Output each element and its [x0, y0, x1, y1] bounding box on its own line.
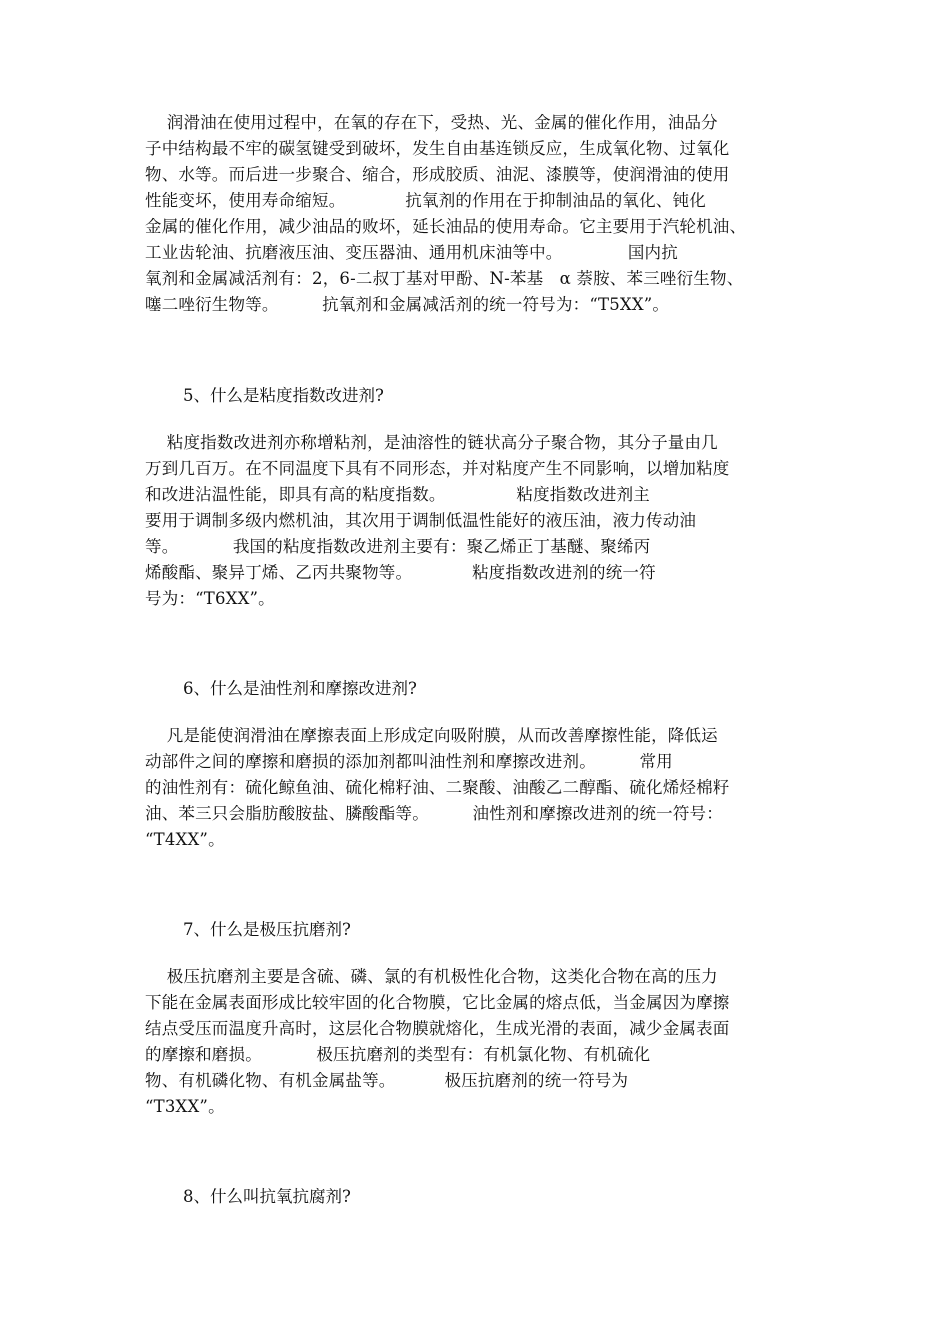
- text-line: 要用于调制多级内燃机油，其次用于调制低温性能好的液压油，液力传动油: [145, 511, 697, 530]
- text-line: 粘度指数改进剂亦称增粘剂，是油溶性的链状高分子聚合物，其分子量由几: [145, 433, 718, 452]
- text-line: 物、有机磷化物、有机金属盐等。 极压抗磨剂的统一符号为: [145, 1071, 629, 1090]
- section-heading: 7、什么是极压抗磨剂?: [183, 920, 351, 939]
- text-line: 极压抗磨剂主要是含硫、磷、氯的有机极性化合物，这类化合物在高的压力: [145, 967, 718, 986]
- text-line: 万到几百万。在不同温度下具有不同形态，并对粘度产生不同影响，以增加粘度: [145, 459, 730, 478]
- text-line: 烯酸酯、聚异丁烯、乙丙共聚物等。 粘度指数改进剂的统一符: [145, 563, 656, 582]
- text-line: 结点受压而温度升高时，这层化合物膜就熔化，生成光滑的表面，减少金属表面: [145, 1019, 730, 1038]
- text-line: 凡是能使润滑油在摩擦表面上形成定向吸附膜，从而改善摩擦性能，降低运: [145, 726, 718, 745]
- text-line: 性能变坏，使用寿命缩短。 抗氧剂的作用在于抑制油品的氧化、钝化: [145, 191, 706, 210]
- text-line: 和改进沾温性能，即具有高的粘度指数。 粘度指数改进剂主: [145, 485, 650, 504]
- text-line: 金属的催化作用，减少油品的败坏，延长油品的使用寿命。它主要用于汽轮机油、: [145, 217, 747, 236]
- text-line: 子中结构最不牢的碳氢键受到破坏，发生自由基连锁反应，生成氧化物、过氧化: [145, 139, 730, 158]
- section-heading: 5、什么是粘度指数改进剂?: [183, 386, 384, 405]
- text-line: 动部件之间的摩擦和磨损的添加剂都叫油性剂和摩擦改进剂。 常用: [145, 752, 673, 771]
- text-line: 等。 我国的粘度指数改进剂主要有：聚乙烯正丁基醚、聚𫄨丙: [145, 537, 651, 556]
- text-line: 润滑油在使用过程中，在氧的存在下，受热、光、金属的催化作用，油品分: [145, 113, 718, 132]
- section-heading: 6、什么是油性剂和摩擦改进剂?: [183, 679, 417, 698]
- text-line: 号为：“T6XX”。: [145, 589, 275, 608]
- text-line: “T3XX”。: [145, 1097, 225, 1116]
- text-line: 的油性剂有：硫化鲸鱼油、硫化棉籽油、二聚酸、油酸乙二醇酯、硫化烯烃棉籽: [145, 778, 730, 797]
- text-line: 油、苯三只会脂肪酸胺盐、膦酸酯等。 油性剂和摩擦改进剂的统一符号：: [145, 804, 723, 823]
- section-heading: 8、什么叫抗氧抗腐剂?: [183, 1187, 351, 1206]
- text-line: 的摩擦和磨损。 极压抗磨剂的类型有：有机氯化物、有机硫化: [145, 1045, 651, 1064]
- text-line: 氧剂和金属减活剂有：2，6-二叔丁基对甲酚、N-苯基 α 萘胺、苯三唑衍生物、: [145, 269, 744, 288]
- text-line: 物、水等。而后进一步聚合、缩合，形成胶质、油泥、漆膜等，使润滑油的使用: [145, 165, 730, 184]
- text-line: 噻二唑衍生物等。 抗氧剂和金属减活剂的统一符号为：“T5XX”。: [145, 295, 670, 314]
- text-line: 下能在金属表面形成比较牢固的化合物膜，它比金属的熔点低，当金属因为摩擦: [145, 993, 730, 1012]
- text-line: 工业齿轮油、抗磨液压油、变压器油、通用机床油等中。 国内抗: [145, 243, 678, 262]
- text-line: “T4XX”。: [145, 830, 225, 849]
